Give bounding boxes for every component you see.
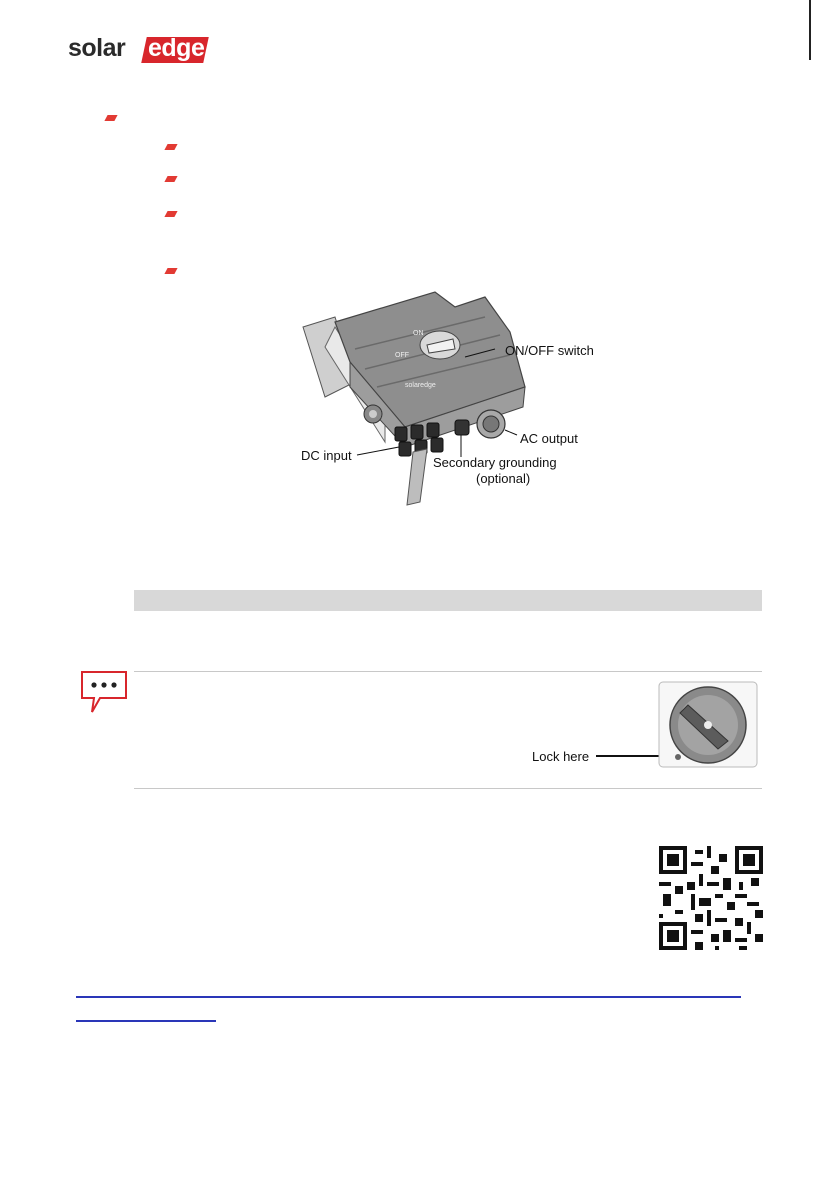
speech-bubble-dots-icon — [80, 670, 130, 715]
label-on-off-switch: ON/OFF switch — [505, 343, 594, 358]
table-header-bar — [134, 590, 762, 611]
device-brand-mark: solaredge — [405, 382, 436, 389]
link-underline[interactable] — [76, 996, 741, 998]
solaredge-logo — [68, 33, 208, 65]
logo-edge-text: edge — [148, 34, 205, 62]
note-top-divider — [134, 671, 762, 672]
page-edge-line — [809, 0, 811, 60]
qr-code-icon — [659, 846, 763, 950]
lock-here-label: Lock here — [532, 749, 590, 764]
sub-bullet-marker — [164, 268, 177, 274]
label-dc-input: DC input — [301, 448, 352, 463]
sub-bullet-marker — [164, 176, 177, 182]
device-illustration — [295, 287, 615, 512]
switch-lock-illustration — [528, 681, 760, 771]
note-bottom-divider — [134, 788, 762, 789]
label-secondary-grounding: Secondary grounding — [433, 455, 557, 470]
logo-solar-text: solar — [68, 34, 126, 62]
device-drawing — [295, 287, 615, 512]
label-ac-output: AC output — [520, 431, 578, 446]
sub-bullet-marker — [164, 144, 177, 150]
label-grounding-optional: (optional) — [476, 471, 531, 486]
bullet-marker — [104, 115, 117, 121]
device-on-mark: ON — [413, 330, 424, 337]
link-underline[interactable] — [76, 1020, 216, 1022]
sub-bullet-marker — [164, 211, 177, 217]
device-off-mark: OFF — [395, 352, 409, 359]
